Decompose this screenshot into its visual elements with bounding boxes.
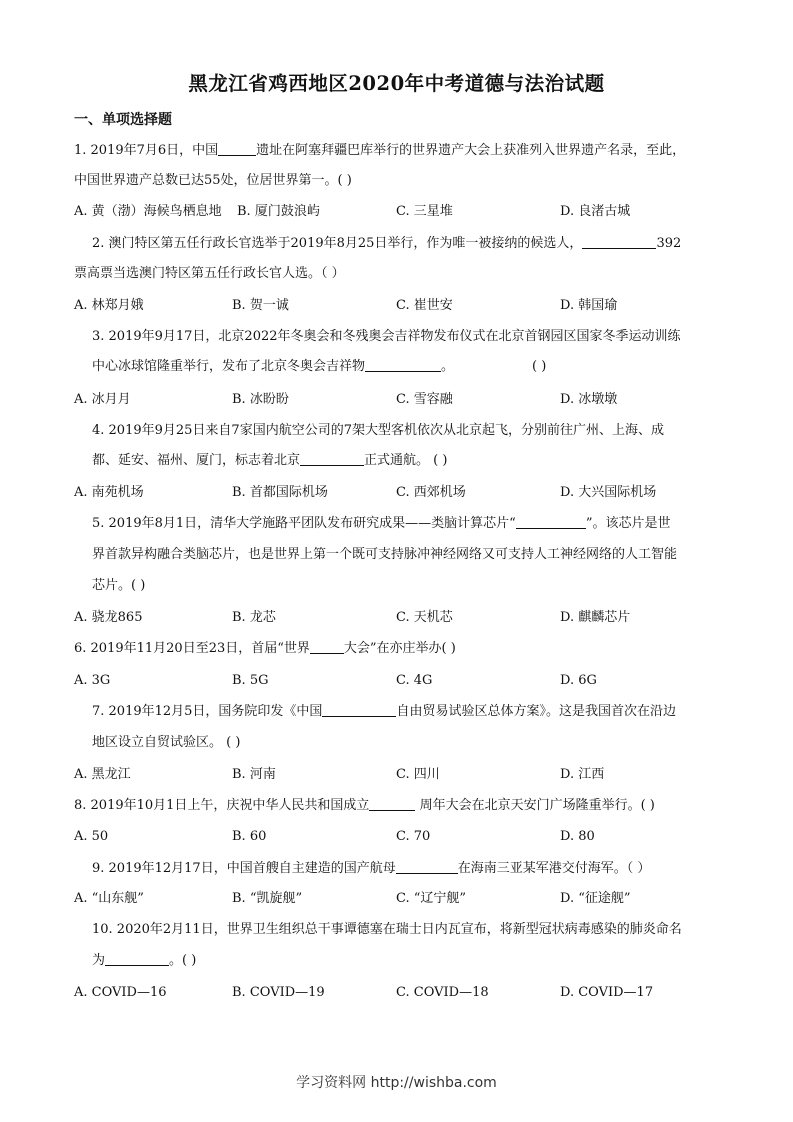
question-3-line-1: 3. 2019年9月17日，北京2022年冬奥会和冬残奥会吉祥物发布仪式在北京首钢园区国家冬季运动训练 [92, 329, 681, 344]
answer-blank [369, 796, 415, 811]
option-d: D. 良渚古城 [560, 204, 631, 219]
page-title: 黑龙江省鸡西地区2020年中考道德与法治试题 [188, 72, 605, 95]
option-d: D. “征途舰” [560, 891, 631, 906]
option-b: B. 厦门鼓浪屿 [237, 204, 320, 219]
option-a: A. 黑龙江 [74, 767, 131, 782]
option-a: A. 黄（渤）海候鸟栖息地 [74, 204, 222, 219]
question-7-line-1: 7. 2019年12月5日，国务院印发《中国 自由贸易试验区总体方案》。这是我国首次在沿边 [92, 704, 676, 719]
footer-watermark: 学习资料网 http://wishba.com [296, 1075, 497, 1091]
question-1-line-1: 1. 2019年7月6日，中国 遗址在阿塞拜疆巴库举行的世界遗产大会上获准列入世界遗产名录，至此， [74, 143, 686, 158]
question-2-line-1: 2. 澳门特区第五任行政长官选举于2019年8月25日举行，作为唯一被接纳的候选人， 392 [92, 236, 682, 251]
option-b: B. 冰盼盼 [232, 392, 289, 407]
option-d: D. 80 [560, 829, 595, 844]
option-d: D. 6G [560, 673, 597, 688]
option-a: A. 50 [74, 829, 109, 844]
question-5-line-2: 界首款异构融合类脑芯片，也是世界上第一个既可支持脉冲神经网络又可支持人工神经网络的人工智能 [92, 547, 678, 562]
option-b: B. 5G [232, 673, 269, 688]
question-5-line-3: 芯片。( ) [92, 578, 146, 593]
answer-blank [582, 234, 656, 249]
answer-blank [300, 451, 364, 466]
question-2-line-2: 票高票当选澳门特区第五任行政长官人选。（ ） [74, 266, 345, 281]
question-6-line-1: 6. 2019年11月20日至23日，首届“世界 大会”在亦庄举办( ) [74, 641, 456, 656]
question-4-line-2: 都、延安、福州、厦门，标志着北京 正式通航。 ( ) [92, 453, 448, 468]
question-4-line-1: 4. 2019年9月25日来自7家国内航空公司的7架大型客机依次从北京起飞，分别前往广州、上海、成 [92, 423, 664, 438]
option-d: D. 韩国瑜 [560, 298, 618, 313]
option-c: C. “辽宁舰” [396, 891, 467, 906]
option-b: B. 龙芯 [232, 610, 276, 625]
question-1-line-2: 中国世界遗产总数已达55处，位居世界第一。( ) [74, 173, 352, 188]
option-c: C. 天机芯 [396, 610, 453, 625]
option-c: C. 4G [396, 673, 433, 688]
option-c: C. 四川 [396, 767, 440, 782]
section-heading: 一、单项选择题 [74, 112, 172, 128]
answer-blank [218, 141, 256, 156]
option-c: C. 崔世安 [396, 298, 453, 313]
option-b: B. “凯旋舰” [232, 891, 303, 906]
option-c: C. 三星堆 [396, 204, 453, 219]
question-7-line-2: 地区设立自贸试验区。 ( ) [92, 735, 241, 750]
answer-blank [105, 951, 169, 966]
question-10-line-2: 为 。( ) [92, 953, 197, 968]
option-c: C. 西郊机场 [396, 485, 466, 500]
question-5-line-1: 5. 2019年8月1日，清华大学施路平团队发布研究成果——类脑计算芯片“ ”。该芯片是世 [92, 516, 671, 531]
option-b: B. COVID—19 [232, 985, 325, 1000]
answer-blank [310, 639, 344, 654]
option-c: C. COVID—18 [396, 985, 489, 1000]
question-10-line-1: 10. 2020年2月11日，世界卫生组织总干事谭德塞在瑞士日内瓦宣布，将新型冠状病毒感染的肺炎命名 [92, 922, 682, 937]
question-3-line-2: 中心冰球馆隆重举行，发布了北京冬奥会吉祥物 。 ( ) [92, 359, 547, 374]
option-d: D. COVID—17 [560, 985, 654, 1000]
option-c: C. 雪容融 [396, 392, 453, 407]
answer-blank [516, 514, 586, 529]
option-d: D. 江西 [560, 767, 605, 782]
answer-blank [396, 859, 458, 874]
option-d: D. 冰墩墩 [560, 392, 618, 407]
option-c: C. 70 [396, 829, 431, 844]
option-d: D. 麒麟芯片 [560, 610, 631, 625]
option-b: B. 河南 [232, 767, 276, 782]
option-a: A. 骁龙865 [74, 610, 143, 625]
option-a: A. 林郑月娥 [74, 298, 144, 313]
option-d: D. 大兴国际机场 [560, 485, 657, 500]
option-b: B. 首都国际机场 [232, 485, 328, 500]
option-b: B. 贺一诚 [232, 298, 289, 313]
option-b: B. 60 [232, 829, 267, 844]
option-a: A. 南苑机场 [74, 485, 144, 500]
option-a: A. COVID—16 [74, 985, 167, 1000]
answer-blank [365, 357, 441, 372]
answer-blank [322, 702, 396, 717]
question-8-line-1: 8. 2019年10月1日上午，庆祝中华人民共和国成立 周年大会在北京天安门广场隆重举行。( ) [74, 798, 655, 813]
option-a: A. “山东舰” [74, 891, 144, 906]
option-a: A. 3G [74, 673, 111, 688]
option-a: A. 冰月月 [74, 392, 131, 407]
question-9-line-1: 9. 2019年12月17日，中国首艘自主建造的国产航母 在海南三亚某军港交付海军。（ ） [92, 861, 651, 876]
